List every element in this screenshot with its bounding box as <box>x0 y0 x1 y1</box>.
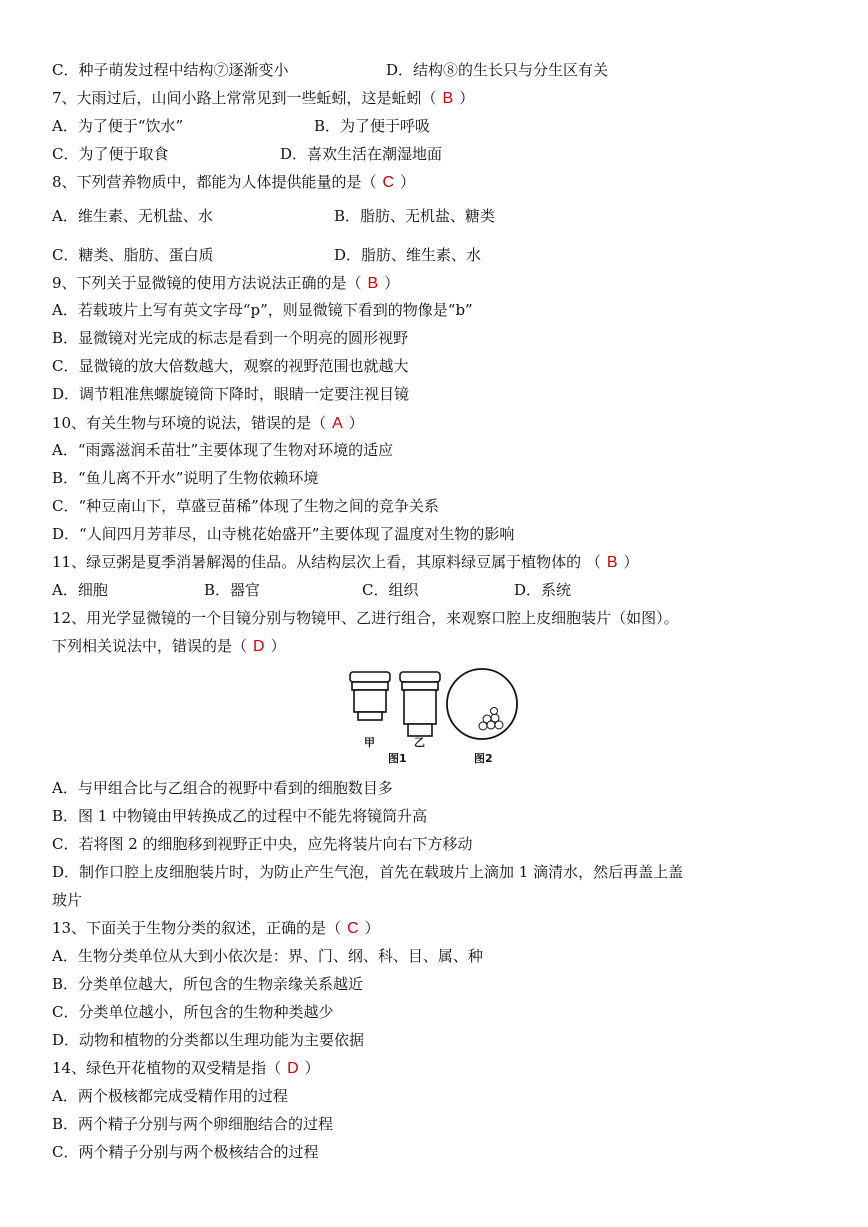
label-yi: 乙 <box>414 736 425 749</box>
field-of-view-circle <box>447 669 517 739</box>
q12-option-b: B．图 1 中物镜由甲转换成乙的过程中不能先将镜筒升高 <box>52 807 428 825</box>
q10-option-a: A．“雨露滋润禾苗壮”主要体现了生物对环境的适应 <box>52 441 394 459</box>
q9-stem: 9、下列关于显微镜的使用方法说法正确的是（ B ） <box>52 274 400 292</box>
q10-stem: 10、有关生物与环境的说法，错误的是（ A ） <box>52 414 364 432</box>
q7-options-ab <box>52 116 431 136</box>
q11-stem: 11、绿豆粥是夏季消暑解渴的佳品。从结构层次上看，其原料绿豆属于植物体的 （ B ） <box>52 553 639 571</box>
q14-option-c: C．两个精子分别与两个极核结合的过程 <box>52 1143 319 1161</box>
q7-option-b: B．为了便于呼吸 <box>314 117 431 135</box>
q9-option-c: C．显微镜的放大倍数越大，观察的视野范围也就越大 <box>52 357 409 375</box>
q9-option-a: A．若载玻片上写有英文字母“p”，则显微镜下看到的物像是“b” <box>52 301 473 319</box>
q12-option-c: C．若将图 2 的细胞移到视野正中央，应先将装片向右下方移动 <box>52 835 473 853</box>
q11-option-c: C．组织 <box>362 581 419 599</box>
q8-option-d: D．脂肪、维生素、水 <box>334 246 482 264</box>
q11-options <box>52 580 572 600</box>
q13-stem: 13、下面关于生物分类的叙述，正确的是（ C ） <box>52 919 380 937</box>
q14-option-a: A．两个极核都完成受精作用的过程 <box>52 1087 288 1105</box>
q12-stem-line2: 下列相关说法中，错误的是（ D ） <box>52 637 286 655</box>
q8-option-b: B．脂肪、无机盐、糖类 <box>334 207 496 225</box>
q7-answer: B <box>442 90 454 107</box>
label-fig1: 图1 <box>388 752 407 765</box>
q7-stem: 7、大雨过后，山间小路上常常见到一些蚯蚓，这是蚯蚓（ B ） <box>52 89 475 107</box>
q10-option-c: C．“种豆南山下，草盛豆苗稀”体现了生物之间的竞争关系 <box>52 497 439 515</box>
q6-option-c: C．种子萌发过程中结构⑦逐渐变小 <box>52 61 289 79</box>
q8-stem: 8、下列营养物质中，都能为人体提供能量的是（ C ） <box>52 173 416 191</box>
objective-lens-yi <box>400 672 440 736</box>
q10-option-d: D．“人间四月芳菲尽，山寺桃花始盛开”主要体现了温度对生物的影响 <box>52 525 515 543</box>
q13-option-b: B．分类单位越大，所包含的生物亲缘关系越近 <box>52 975 364 993</box>
label-fig2: 图2 <box>474 752 493 765</box>
q11-option-a: A．细胞 <box>52 581 108 599</box>
q10-answer: A <box>332 415 343 432</box>
q12-option-a: A．与甲组合比与乙组合的视野中看到的细胞数目多 <box>52 779 393 797</box>
q13-option-d: D．动物和植物的分类都以生理功能为主要依据 <box>52 1031 365 1049</box>
q9-option-b: B．显微镜对光完成的标志是看到一个明亮的圆形视野 <box>52 329 409 347</box>
q7-option-d: D．喜欢生活在潮湿地面 <box>280 145 443 163</box>
label-jia: 甲 <box>364 736 375 749</box>
q11-option-d: D．系统 <box>514 581 572 599</box>
q9-option-d: D．调节粗准焦螺旋镜筒下降时，眼睛一定要注视目镜 <box>52 385 410 403</box>
q6-option-d: D．结构⑧的生长只与分生区有关 <box>386 61 609 79</box>
q11-answer: B <box>606 554 618 571</box>
q14-option-b: B．两个精子分别与两个卵细胞结合的过程 <box>52 1115 334 1133</box>
q7-option-c: C．为了便于取食 <box>52 145 169 163</box>
q13-option-c: C．分类单位越小，所包含的生物种类越少 <box>52 1003 334 1021</box>
q8-options-cd <box>52 245 482 265</box>
q9-answer: B <box>367 275 379 292</box>
q11-option-b: B．器官 <box>204 581 261 599</box>
objective-lens-jia <box>350 672 390 720</box>
q12-answer: D <box>253 638 265 655</box>
q12-option-d-line2: 玻片 <box>52 891 83 909</box>
q6-options-cd <box>52 60 609 80</box>
microscope-figure <box>344 664 524 768</box>
q8-option-c: C．糖类、脂肪、蛋白质 <box>52 246 214 264</box>
q14-answer: D <box>287 1060 299 1077</box>
q13-answer: C <box>347 920 359 937</box>
q12-option-d-line1: D．制作口腔上皮细胞装片时，为防止产生气泡，首先在载玻片上滴加 1 滴清水，然后再盖上盖 <box>52 863 684 881</box>
q8-option-a: A．维生素、无机盐、水 <box>52 207 213 225</box>
q14-stem: 14、绿色开花植物的双受精是指（ D ） <box>52 1059 320 1077</box>
q8-answer: C <box>382 174 395 191</box>
q7-option-a: A．为了便于“饮水” <box>52 117 184 135</box>
q10-option-b: B．“鱼儿离不开水”说明了生物依赖环境 <box>52 469 319 487</box>
microscope-diagram <box>344 664 524 768</box>
q12-stem-line1: 12、用光学显微镜的一个目镜分别与物镜甲、乙进行组合，来观察口腔上皮细胞装片（如图）。 <box>52 609 679 627</box>
q13-option-a: A．生物分类单位从大到小依次是：界、门、纲、科、目、属、种 <box>52 947 483 965</box>
q8-options-ab <box>52 206 496 226</box>
q7-options-cd <box>52 144 443 164</box>
